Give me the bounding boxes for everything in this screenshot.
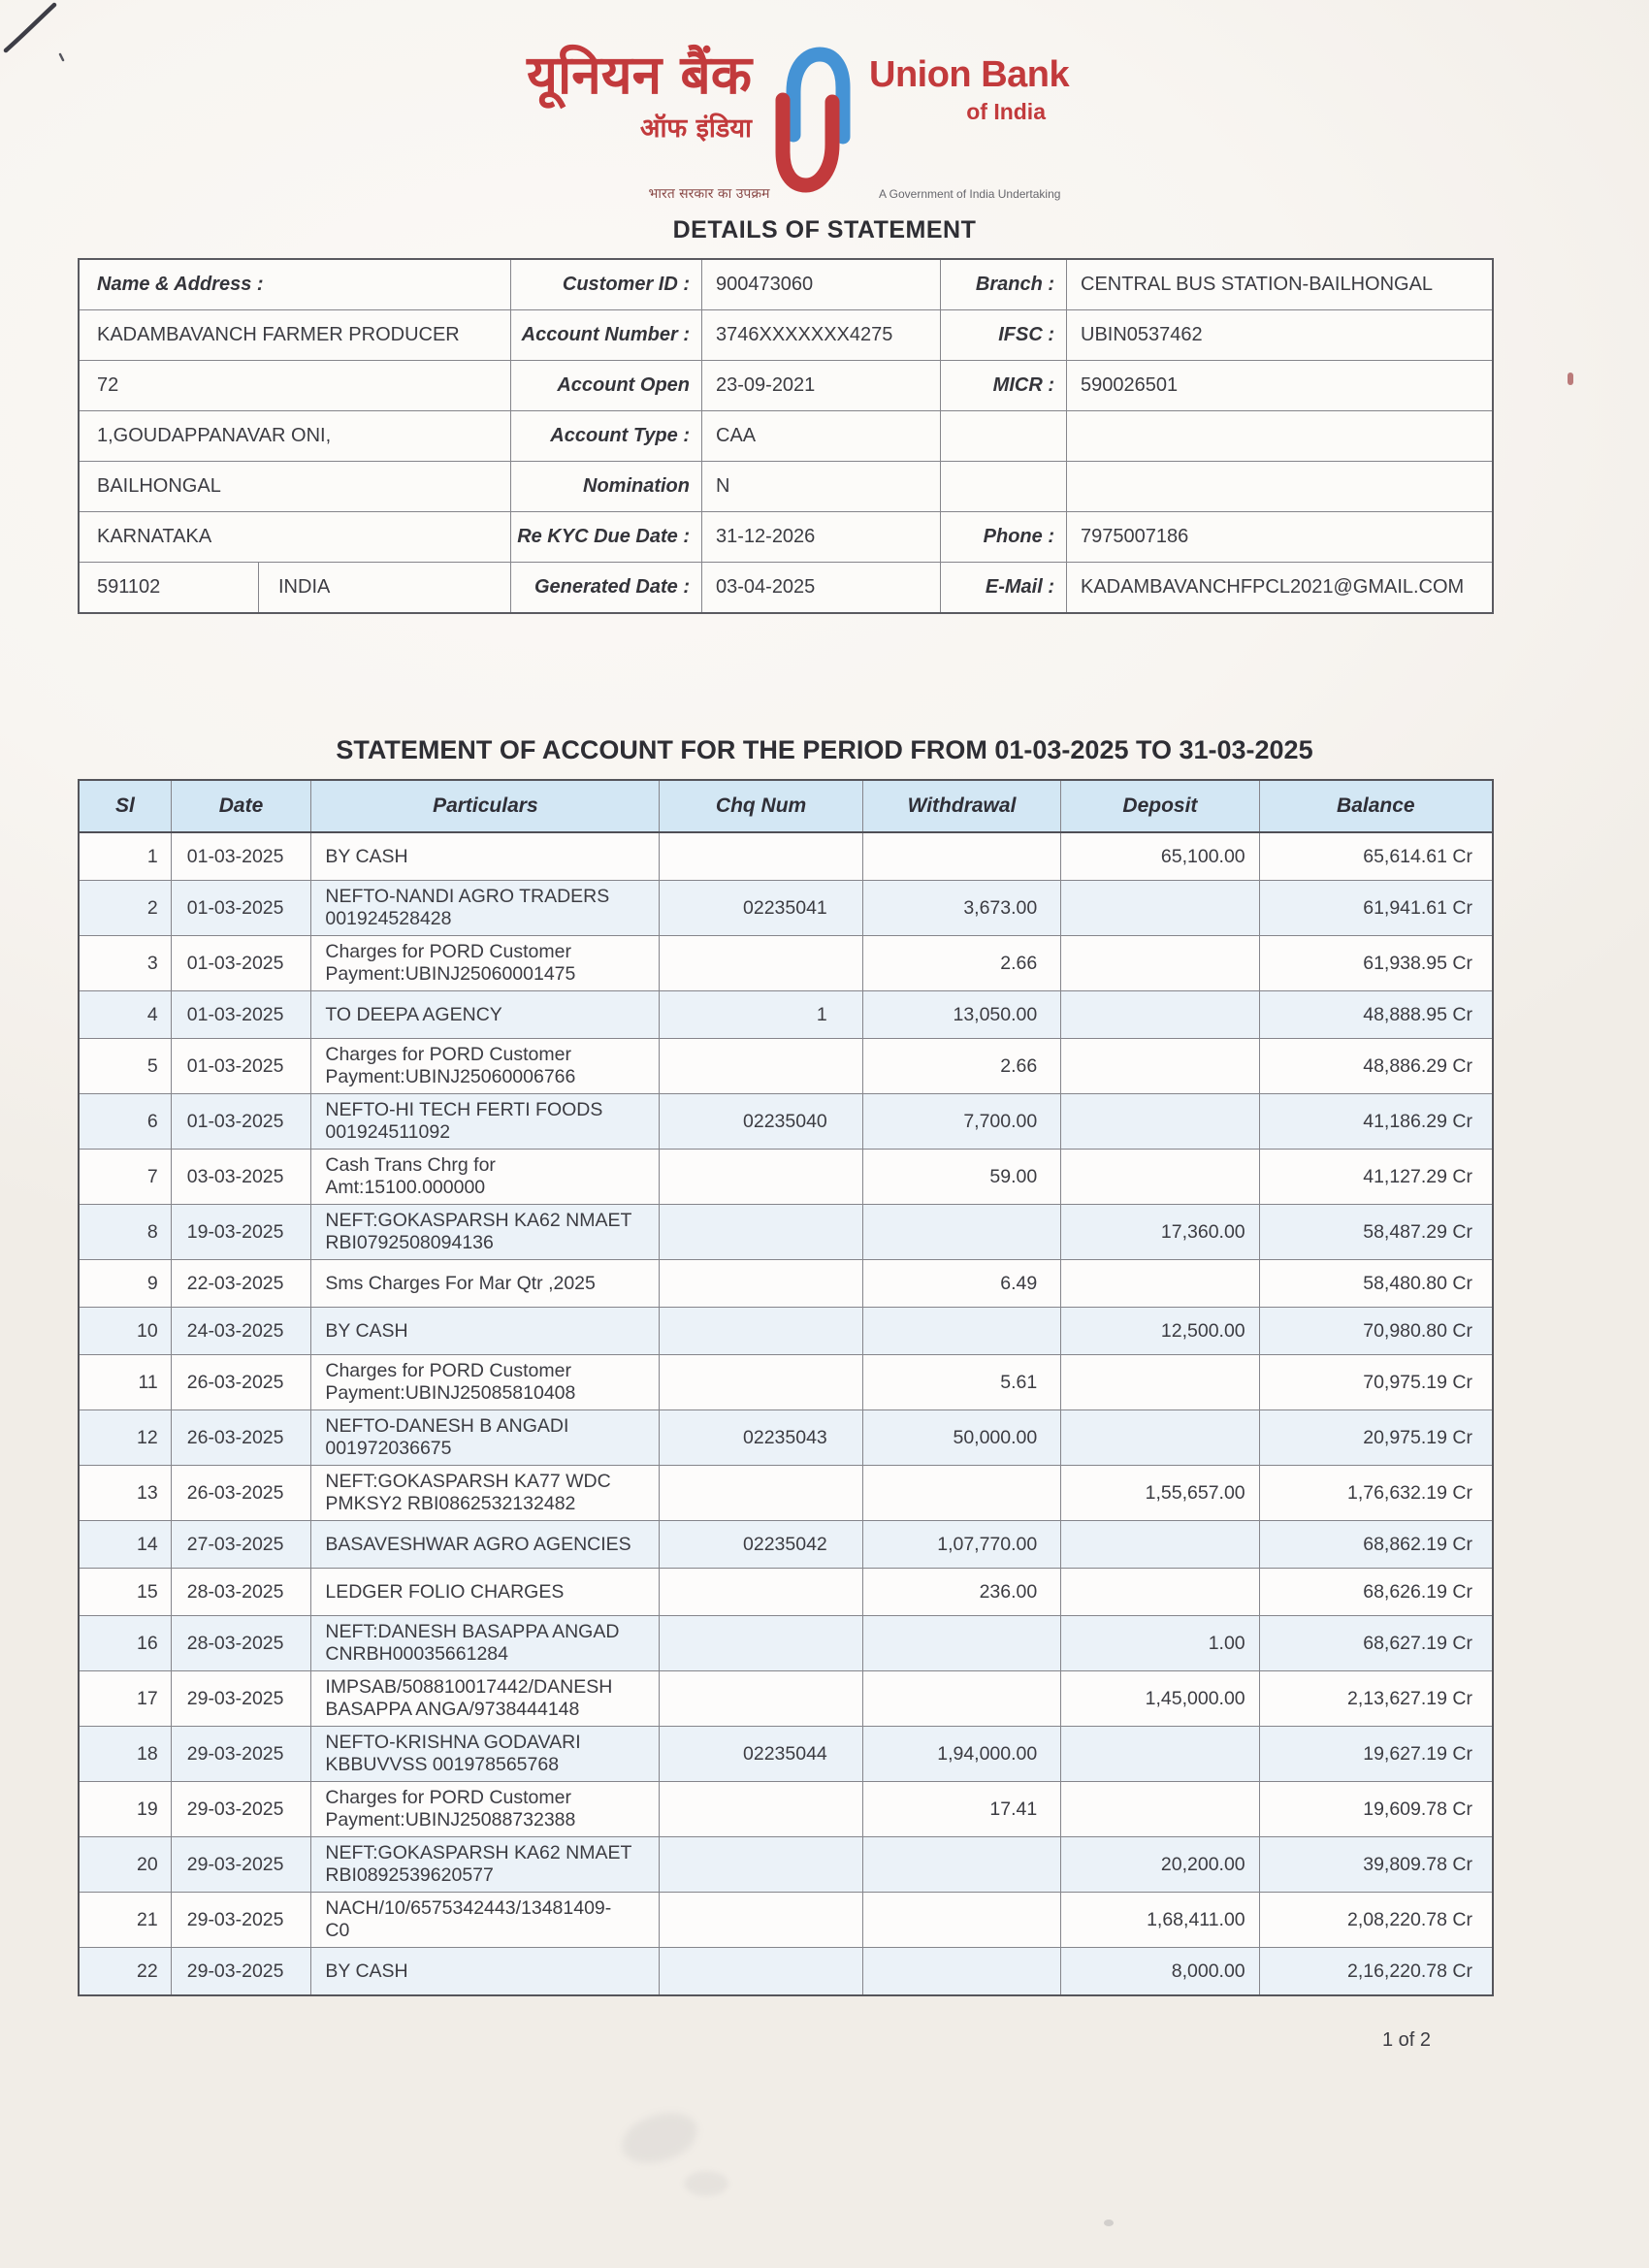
tx-date: 01-03-2025 [172,936,312,990]
tx-particulars-line: Payment:UBINJ25085810408 [325,1382,576,1404]
tx-deposit [1061,1355,1259,1409]
tx-particulars [311,1308,660,1354]
tx-deposit: 12,500.00 [1061,1308,1259,1354]
field-value: UBIN0537462 [1081,324,1203,345]
tx-balance: 41,186.29 Cr [1363,1110,1472,1132]
field-label: IFSC : [941,310,1067,360]
field-label: Account Open [511,361,702,410]
transaction-row [80,1616,1492,1671]
tx-particulars-line: BASAVESHWAR AGRO AGENCIES [325,1533,631,1555]
tx-balance: 19,627.19 Cr [1363,1742,1472,1765]
tx-balance: 70,980.80 Cr [1363,1319,1472,1342]
tx-balance: 61,941.61 Cr [1363,896,1472,919]
field-value: CENTRAL BUS STATION-BAILHONGAL [1081,274,1434,295]
tx-date: 01-03-2025 [172,881,312,935]
tx-balance: 1,76,632.19 Cr [1346,1481,1472,1504]
tx-chq-num [660,1671,862,1726]
tx-withdrawal: 6.49 [863,1260,1061,1307]
tx-sl: 5 [80,1039,172,1093]
tx-withdrawal [863,833,1061,880]
address-cell: INDIA [259,563,511,612]
transaction-row [80,1466,1492,1521]
tx-particulars-line: NEFTO-NANDI AGRO TRADERS [325,886,610,907]
tx-date: 26-03-2025 [172,1466,312,1520]
tx-date: 26-03-2025 [172,1410,312,1465]
tx-particulars-line: Payment:UBINJ25060006766 [325,1066,576,1087]
tx-chq-num [660,1569,862,1615]
address-cell: 1,GOUDAPPANAVAR ONI, [80,411,511,461]
tx-particulars-line: KBBUVVSS 001978565768 [325,1754,560,1775]
tx-withdrawal: 2.66 [863,936,1061,990]
tx-particulars [311,1521,660,1568]
tx-balance: 68,627.19 Cr [1363,1632,1472,1654]
tx-deposit [1061,1094,1259,1149]
tx-particulars-line: Sms Charges For Mar Qtr ,2025 [325,1272,596,1294]
tx-chq-num [660,936,862,990]
tx-date: 29-03-2025 [172,1671,312,1726]
field-label: Phone : [941,512,1067,562]
tx-particulars-line: LEDGER FOLIO CHARGES [325,1580,565,1603]
tx-sl: 12 [80,1410,172,1465]
tx-sl: 16 [80,1616,172,1670]
tx-deposit [1061,1521,1259,1568]
tx-particulars-line: Charges for PORD Customer [325,941,571,962]
tx-sl: 3 [80,936,172,990]
tx-particulars [311,881,660,935]
tx-sl: 8 [80,1205,172,1259]
tx-particulars-line: BY CASH [325,1319,408,1342]
tx-particulars [311,1466,660,1520]
field-value: KADAMBAVANCHFPCL2021@GMAIL.COM [1081,576,1465,598]
tx-particulars-line: RBI0892539620577 [325,1864,494,1886]
tx-date: 29-03-2025 [172,1782,312,1836]
tx-sl: 6 [80,1094,172,1149]
tx-sl: 15 [80,1569,172,1615]
transaction-row [80,1837,1492,1893]
tx-deposit: 1,55,657.00 [1061,1466,1259,1520]
union-bank-logo-icon [768,43,857,198]
tx-withdrawal: 59.00 [863,1150,1061,1204]
tx-chq-num [660,1205,862,1259]
field-label: Account Number : [511,310,702,360]
tx-deposit: 17,360.00 [1061,1205,1259,1259]
tx-date: 29-03-2025 [172,1948,312,1994]
transactions-table-header [80,781,1492,833]
tx-sl: 19 [80,1782,172,1836]
tx-particulars-line: PMKSY2 RBI0862532132482 [325,1493,576,1514]
tx-date: 01-03-2025 [172,1094,312,1149]
tx-date: 28-03-2025 [172,1569,312,1615]
tx-withdrawal: 7,700.00 [863,1094,1061,1149]
transaction-row [80,1205,1492,1260]
column-header-deposit: Deposit [1061,781,1259,831]
tx-chq-num [660,1260,862,1307]
transaction-row [80,991,1492,1039]
tx-particulars-line: CNRBH00035661284 [325,1643,508,1665]
field-label: Re KYC Due Date : [511,512,702,562]
transaction-row [80,1893,1492,1948]
transaction-row [80,1782,1492,1837]
tx-particulars [311,991,660,1038]
tx-deposit [1061,1782,1259,1836]
field-value: 590026501 [1081,374,1179,396]
tx-particulars-line: IMPSAB/508810017442/DANESH [325,1676,613,1698]
bank-tagline-english: A Government of India Undertaking [879,187,1061,201]
tx-withdrawal [863,1616,1061,1670]
tx-deposit [1061,991,1259,1038]
tx-particulars [311,1150,660,1204]
tx-particulars-line: NEFT:DANESH BASAPPA ANGAD [325,1621,620,1642]
tx-particulars-line: C0 [325,1920,350,1941]
tx-sl: 4 [80,991,172,1038]
field-value: N [702,462,941,511]
tx-balance: 61,938.95 Cr [1363,952,1472,974]
tx-particulars [311,1727,660,1781]
tx-particulars-line: BASAPPA ANGA/9738444148 [325,1699,580,1720]
tx-chq-num: 1 [660,991,862,1038]
tx-chq-num: 02235042 [660,1521,862,1568]
tx-particulars-line: Payment:UBINJ25060001475 [325,963,576,985]
address-cell: KADAMBAVANCH FARMER PRODUCER [80,310,511,360]
tx-particulars [311,1094,660,1149]
smudge-mark [1104,2219,1114,2226]
tx-deposit [1061,1039,1259,1093]
page-number: 1 of 2 [1381,2029,1432,2051]
tx-particulars-line: 001972036675 [325,1438,452,1459]
tx-balance: 58,480.80 Cr [1363,1272,1472,1294]
tx-particulars-line: NEFT:GOKASPARSH KA62 NMAET [325,1842,632,1863]
tx-withdrawal [863,1837,1061,1892]
tx-particulars-line: NACH/10/6575342443/13481409- [325,1897,612,1919]
transaction-row [80,936,1492,991]
tx-particulars [311,1948,660,1994]
tx-balance: 48,888.95 Cr [1363,1003,1472,1025]
pen-mark [0,0,78,78]
tx-withdrawal [863,1671,1061,1726]
tx-particulars-line: RBI0792508094136 [325,1232,494,1253]
tx-sl: 22 [80,1948,172,1994]
transaction-row [80,1671,1492,1727]
transaction-row [80,1260,1492,1308]
field-value: 23-09-2021 [702,361,941,410]
details-of-statement-title: DETAILS OF STATEMENT [672,216,977,243]
tx-particulars-line: Charges for PORD Customer [325,1360,571,1381]
tx-withdrawal [863,1948,1061,1994]
tx-particulars-line: 001924511092 [325,1121,451,1143]
transaction-row [80,1355,1492,1410]
tx-date: 26-03-2025 [172,1355,312,1409]
field-value: CAA [702,411,941,461]
tx-withdrawal: 5.61 [863,1355,1061,1409]
tx-balance: 20,975.19 Cr [1363,1426,1472,1448]
tx-withdrawal: 1,94,000.00 [863,1727,1061,1781]
statement-period-title: STATEMENT OF ACCOUNT FOR THE PERIOD FROM 01-03-2025 TO 31-03-2025 [336,735,1313,764]
tx-deposit [1061,936,1259,990]
tx-particulars [311,1355,660,1409]
tx-balance: 39,809.78 Cr [1363,1853,1472,1875]
tx-sl: 11 [80,1355,172,1409]
tx-sl: 9 [80,1260,172,1307]
tx-sl: 1 [80,833,172,880]
tx-particulars-line: 001924528428 [325,908,452,929]
transaction-row [80,1150,1492,1205]
tx-chq-num [660,833,862,880]
tx-particulars [311,1782,660,1836]
field-value: 7975007186 [1081,526,1189,547]
tx-balance: 41,127.29 Cr [1363,1165,1472,1187]
column-header-withdrawal: Withdrawal [863,781,1061,831]
field-label: Customer ID : [511,260,702,309]
bank-name-hindi-sub: ऑफ इंडिया [639,113,752,144]
field-label: Account Type : [511,411,702,461]
tx-date: 24-03-2025 [172,1308,312,1354]
tx-sl: 17 [80,1671,172,1726]
tx-particulars-line: NEFT:GOKASPARSH KA77 WDC [325,1471,611,1492]
tx-particulars-line: NEFTO-DANESH B ANGADI [325,1415,569,1437]
account-details-table [78,258,1494,614]
tx-date: 28-03-2025 [172,1616,312,1670]
field-label [941,411,1067,461]
details-row [80,462,1492,512]
tx-date: 29-03-2025 [172,1837,312,1892]
tx-sl: 7 [80,1150,172,1204]
tx-particulars-line: BY CASH [325,1960,408,1982]
tx-chq-num: 02235043 [660,1410,862,1465]
bank-name-hindi: यूनियन बैंक [527,44,752,106]
tx-date: 01-03-2025 [172,991,312,1038]
tx-particulars [311,1260,660,1307]
tx-balance: 58,487.29 Cr [1363,1220,1472,1243]
tx-particulars [311,1205,660,1259]
tx-withdrawal: 50,000.00 [863,1410,1061,1465]
tx-chq-num [660,1355,862,1409]
field-label: MICR : [941,361,1067,410]
details-row [80,361,1492,411]
transaction-row [80,1521,1492,1569]
transaction-row [80,1569,1492,1616]
tx-date: 01-03-2025 [172,1039,312,1093]
tx-sl: 21 [80,1893,172,1947]
tx-particulars [311,1616,660,1670]
transactions-table-body [80,833,1492,1994]
details-row [80,310,1492,361]
tx-particulars-line: Charges for PORD Customer [325,1044,571,1065]
tx-balance: 48,886.29 Cr [1363,1054,1472,1077]
bank-name-english-sub: of India [966,99,1046,124]
address-cell: KARNATAKA [80,512,511,562]
tx-chq-num [660,1616,862,1670]
field-label: E-Mail : [941,563,1067,612]
tx-date: 29-03-2025 [172,1727,312,1781]
tx-date: 22-03-2025 [172,1260,312,1307]
tx-balance: 19,609.78 Cr [1363,1798,1472,1820]
tx-sl: 2 [80,881,172,935]
tx-deposit [1061,881,1259,935]
tx-sl: 13 [80,1466,172,1520]
field-value: 3746XXXXXXX4275 [702,310,941,360]
transaction-row [80,881,1492,936]
tx-chq-num [660,1308,862,1354]
details-row [80,260,1492,310]
tx-particulars-line: NEFTO-HI TECH FERTI FOODS [325,1099,603,1120]
column-header-date: Date [172,781,312,831]
address-cell: BAILHONGAL [80,462,511,511]
tx-deposit [1061,1260,1259,1307]
column-header-particulars: Particulars [311,781,660,831]
transaction-row [80,1727,1492,1782]
tx-particulars-line: BY CASH [325,845,408,867]
bank-name-english: Union Bank [869,54,1070,95]
field-value: 900473060 [702,260,941,309]
field-value [1067,411,1492,461]
tx-chq-num [660,1782,862,1836]
tx-particulars-line: Amt:15100.000000 [325,1177,486,1198]
field-value: 31-12-2026 [702,512,941,562]
tx-deposit [1061,1410,1259,1465]
transactions-table [78,779,1494,1996]
address-cell: Name & Address : [80,260,511,309]
address-cell: 72 [80,361,511,410]
tx-chq-num [660,1466,862,1520]
tx-particulars-line: TO DEEPA AGENCY [325,1003,502,1025]
tx-particulars [311,1671,660,1726]
tx-particulars [311,1410,660,1465]
tx-balance: 68,626.19 Cr [1363,1580,1472,1603]
tx-particulars-line: Charges for PORD Customer [325,1787,571,1808]
transaction-row [80,1094,1492,1150]
tx-deposit: 1,68,411.00 [1061,1893,1259,1947]
tx-particulars-line: NEFT:GOKASPARSH KA62 NMAET [325,1210,632,1231]
tx-chq-num: 02235040 [660,1094,862,1149]
tx-sl: 10 [80,1308,172,1354]
transaction-row [80,1039,1492,1094]
tx-particulars [311,1837,660,1892]
tx-date: 27-03-2025 [172,1521,312,1568]
transaction-row [80,833,1492,881]
tx-chq-num [660,1039,862,1093]
tx-date: 29-03-2025 [172,1893,312,1947]
tx-deposit: 65,100.00 [1061,833,1259,880]
tx-withdrawal [863,1893,1061,1947]
tx-particulars [311,1039,660,1093]
tx-deposit: 8,000.00 [1061,1948,1259,1994]
field-label: Nomination [511,462,702,511]
details-row [80,563,1492,612]
tx-chq-num: 02235044 [660,1727,862,1781]
tx-chq-num [660,1893,862,1947]
tx-withdrawal [863,1466,1061,1520]
tx-particulars [311,936,660,990]
tx-deposit [1061,1727,1259,1781]
tx-sl: 18 [80,1727,172,1781]
tx-withdrawal: 236.00 [863,1569,1061,1615]
tx-particulars [311,1569,660,1615]
transaction-row [80,1308,1492,1355]
tx-deposit [1061,1569,1259,1615]
tx-particulars-line: Payment:UBINJ25088732388 [325,1809,576,1831]
tx-balance: 65,614.61 Cr [1363,845,1472,867]
transaction-row [80,1948,1492,1994]
tx-chq-num [660,1150,862,1204]
details-row [80,411,1492,462]
details-row [80,512,1492,563]
field-value: 03-04-2025 [702,563,941,612]
ink-speck [1568,373,1573,385]
tx-balance: 70,975.19 Cr [1363,1371,1472,1393]
tx-withdrawal: 13,050.00 [863,991,1061,1038]
transaction-row [80,1410,1492,1466]
column-header-balance: Balance [1337,794,1415,817]
tx-particulars-line: Cash Trans Chrg for [325,1154,496,1176]
tx-balance: 2,16,220.78 Cr [1346,1960,1472,1982]
tx-date: 01-03-2025 [172,833,312,880]
tx-date: 03-03-2025 [172,1150,312,1204]
tx-particulars [311,1893,660,1947]
field-label: Generated Date : [511,563,702,612]
tx-date: 19-03-2025 [172,1205,312,1259]
smudge-mark [684,2171,728,2196]
tx-withdrawal: 1,07,770.00 [863,1521,1061,1568]
tx-withdrawal: 2.66 [863,1039,1061,1093]
column-header-chq-num: Chq Num [660,781,862,831]
tx-sl: 14 [80,1521,172,1568]
tx-deposit [1061,1150,1259,1204]
field-label [941,462,1067,511]
tx-balance: 68,862.19 Cr [1363,1533,1472,1555]
tx-balance: 2,13,627.19 Cr [1346,1687,1472,1709]
smudge-mark [616,2104,704,2172]
field-value [1067,462,1492,511]
tx-withdrawal: 17.41 [863,1782,1061,1836]
tx-withdrawal [863,1205,1061,1259]
field-label: Branch : [941,260,1067,309]
address-cell: 591102 [80,563,259,612]
tx-deposit: 20,200.00 [1061,1837,1259,1892]
tx-sl: 20 [80,1837,172,1892]
tx-chq-num [660,1837,862,1892]
bank-tagline-hindi: भारत सरकार का उपक्रम [648,186,770,202]
tx-chq-num: 02235041 [660,881,862,935]
tx-particulars-line: NEFTO-KRISHNA GODAVARI [325,1732,581,1753]
tx-deposit: 1.00 [1061,1616,1259,1670]
tx-withdrawal [863,1308,1061,1354]
tx-withdrawal: 3,673.00 [863,881,1061,935]
tx-balance: 2,08,220.78 Cr [1346,1908,1472,1930]
tx-deposit: 1,45,000.00 [1061,1671,1259,1726]
column-header-sl: Sl [80,781,172,831]
tx-chq-num [660,1948,862,1994]
tx-particulars [311,833,660,880]
